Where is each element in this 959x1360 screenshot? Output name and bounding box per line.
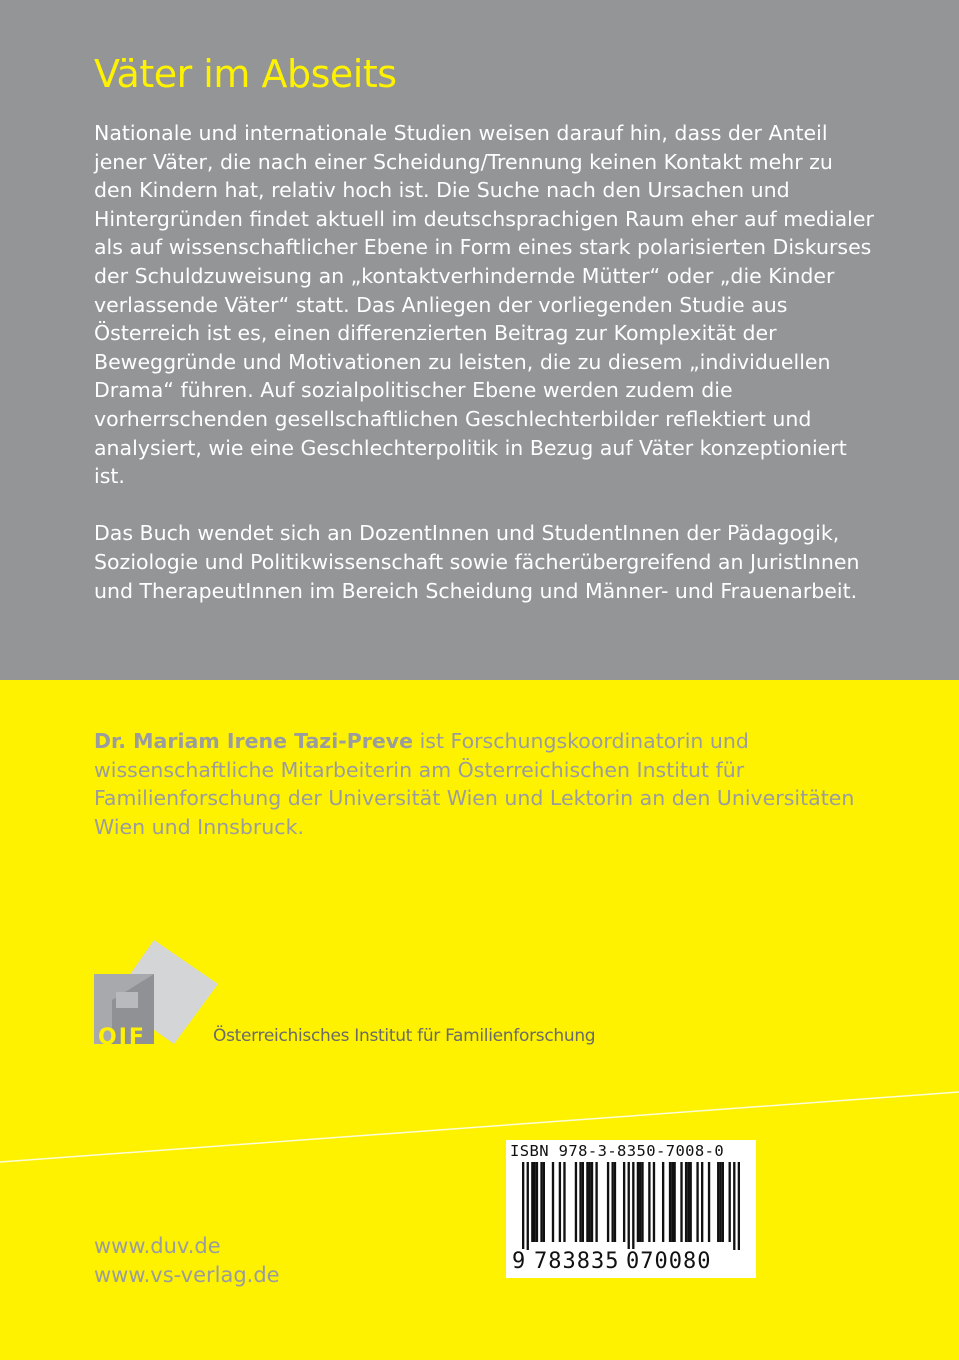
isbn-barcode <box>506 1140 756 1278</box>
author-name: Dr. Mariam Irene Tazi-Preve <box>94 729 414 753</box>
barcode-bar <box>623 1162 625 1242</box>
book-blurb <box>94 119 874 605</box>
oif-logo-icon <box>94 940 224 1050</box>
logo-letters: OIF <box>98 1025 146 1050</box>
barcode-bar <box>641 1162 643 1242</box>
barcode-bar <box>685 1162 687 1242</box>
barcode-bar <box>708 1162 710 1242</box>
author-bio <box>94 727 874 841</box>
barcode-bar <box>637 1162 639 1242</box>
barcode-bar <box>614 1162 616 1242</box>
barcode-bar <box>673 1162 675 1242</box>
barcode-bar <box>589 1162 591 1242</box>
barcode-bar <box>687 1162 689 1242</box>
barcode-bar <box>536 1162 538 1242</box>
institute-name: Österreichisches Institut für Familienforschung <box>213 1026 596 1046</box>
barcode-bar <box>582 1162 584 1242</box>
barcode-bar <box>696 1162 698 1242</box>
barcode-bar <box>552 1162 554 1242</box>
barcode-bar <box>533 1162 535 1242</box>
barcode-bar <box>719 1162 721 1242</box>
barcode-bar <box>559 1162 561 1242</box>
barcode-bar <box>543 1162 545 1242</box>
barcode-bar <box>531 1162 533 1242</box>
url-duv[interactable]: www.duv.de <box>94 1234 221 1258</box>
barcode-bar <box>586 1162 588 1242</box>
barcode-bar <box>701 1162 703 1242</box>
barcode-bar <box>527 1162 529 1250</box>
barcode-bar <box>563 1162 565 1242</box>
barcode-bar <box>639 1162 641 1242</box>
barcode-bar <box>522 1162 524 1250</box>
barcode-bar <box>738 1162 740 1250</box>
barcode-bar <box>680 1162 682 1242</box>
barcode-bar <box>632 1162 634 1250</box>
barcode-bars <box>522 1162 740 1250</box>
barcode-bar <box>628 1162 630 1250</box>
isbn-label: ISBN 978-3-8350-7008-0 <box>510 1142 725 1160</box>
barcode-digits-right: 070080 <box>626 1249 712 1274</box>
barcode-bar <box>579 1162 581 1242</box>
barcode-bar <box>653 1162 655 1242</box>
barcode-bar <box>611 1162 613 1242</box>
logo-notch <box>116 992 138 1008</box>
barcode-digits <box>512 1249 752 1275</box>
barcode-bar <box>671 1162 673 1242</box>
barcode-bar <box>648 1162 650 1242</box>
book-title: Väter im Abseits <box>94 52 397 96</box>
barcode-bar <box>575 1162 577 1242</box>
publisher-urls <box>94 1232 280 1290</box>
barcode-bar <box>669 1162 671 1242</box>
barcode-bar <box>722 1162 724 1242</box>
barcode-bar <box>717 1162 719 1242</box>
barcode-bar <box>733 1162 735 1250</box>
barcode-bar <box>607 1162 609 1242</box>
blurb-paragraph-2: Das Buch wendet sich an DozentInnen und StudentInnen der Pädagogik, Soziologie und Politikwissenschaft sowie fächerübergreifend an JuristInnen und TherapeutInnen im Bereich Scheidung und Männer- und Frauenarbeit. <box>94 521 860 603</box>
barcode-bar <box>690 1162 692 1242</box>
author-bio-text: ist Forschungskoordinatorin und wissenschaftliche Mitarbeiterin am Österreichischen Institut für Familienforschung der Universität Wien und Lektorin an den Universitäten Wien und Innsbruck. <box>94 729 855 839</box>
url-vs-verlag[interactable]: www.vs-verlag.de <box>94 1263 280 1287</box>
diagonal-rule <box>0 1090 959 1170</box>
barcode-bar <box>540 1162 542 1242</box>
barcode-bar <box>595 1162 597 1242</box>
barcode-bar <box>662 1162 664 1242</box>
barcode-bar <box>591 1162 593 1242</box>
barcode-digits-left: 783835 <box>534 1249 620 1274</box>
barcode-bar <box>729 1162 731 1242</box>
barcode-digit-first: 9 <box>512 1249 526 1274</box>
blurb-paragraph-1: Nationale und internationale Studien weisen darauf hin, dass der Anteil jener Väter, die nach einer Scheidung/Trennung keinen Kontakt mehr zu den Kindern hat, relativ hoch ist. Die Suche nach den Ursachen und Hintergründen findet aktuell im deutschsprachigen Raum eher auf medialer als auf wissenschaftlicher Ebene in Form eines stark polarisierten Diskurses der Schuldzuweisung an „kontaktverhindernde Mütter“ oder „die Kinder verlassende Väter“ statt. Das Anliegen der vorliegenden Studie aus Österreich ist es, einen differenzierten Beitrag zur Komplexität der Beweggründe und Motivationen zu leisten, die zu diesem „individuellen Drama“ führen. Auf sozialpolitischer Ebene werden zudem die vorherrschenden gesellschaftlichen Geschlechterbilder reflektiert und analysiert, wie eine Geschlechterpolitik in Bezug auf Väter konzeptioniert ist. <box>94 121 874 489</box>
